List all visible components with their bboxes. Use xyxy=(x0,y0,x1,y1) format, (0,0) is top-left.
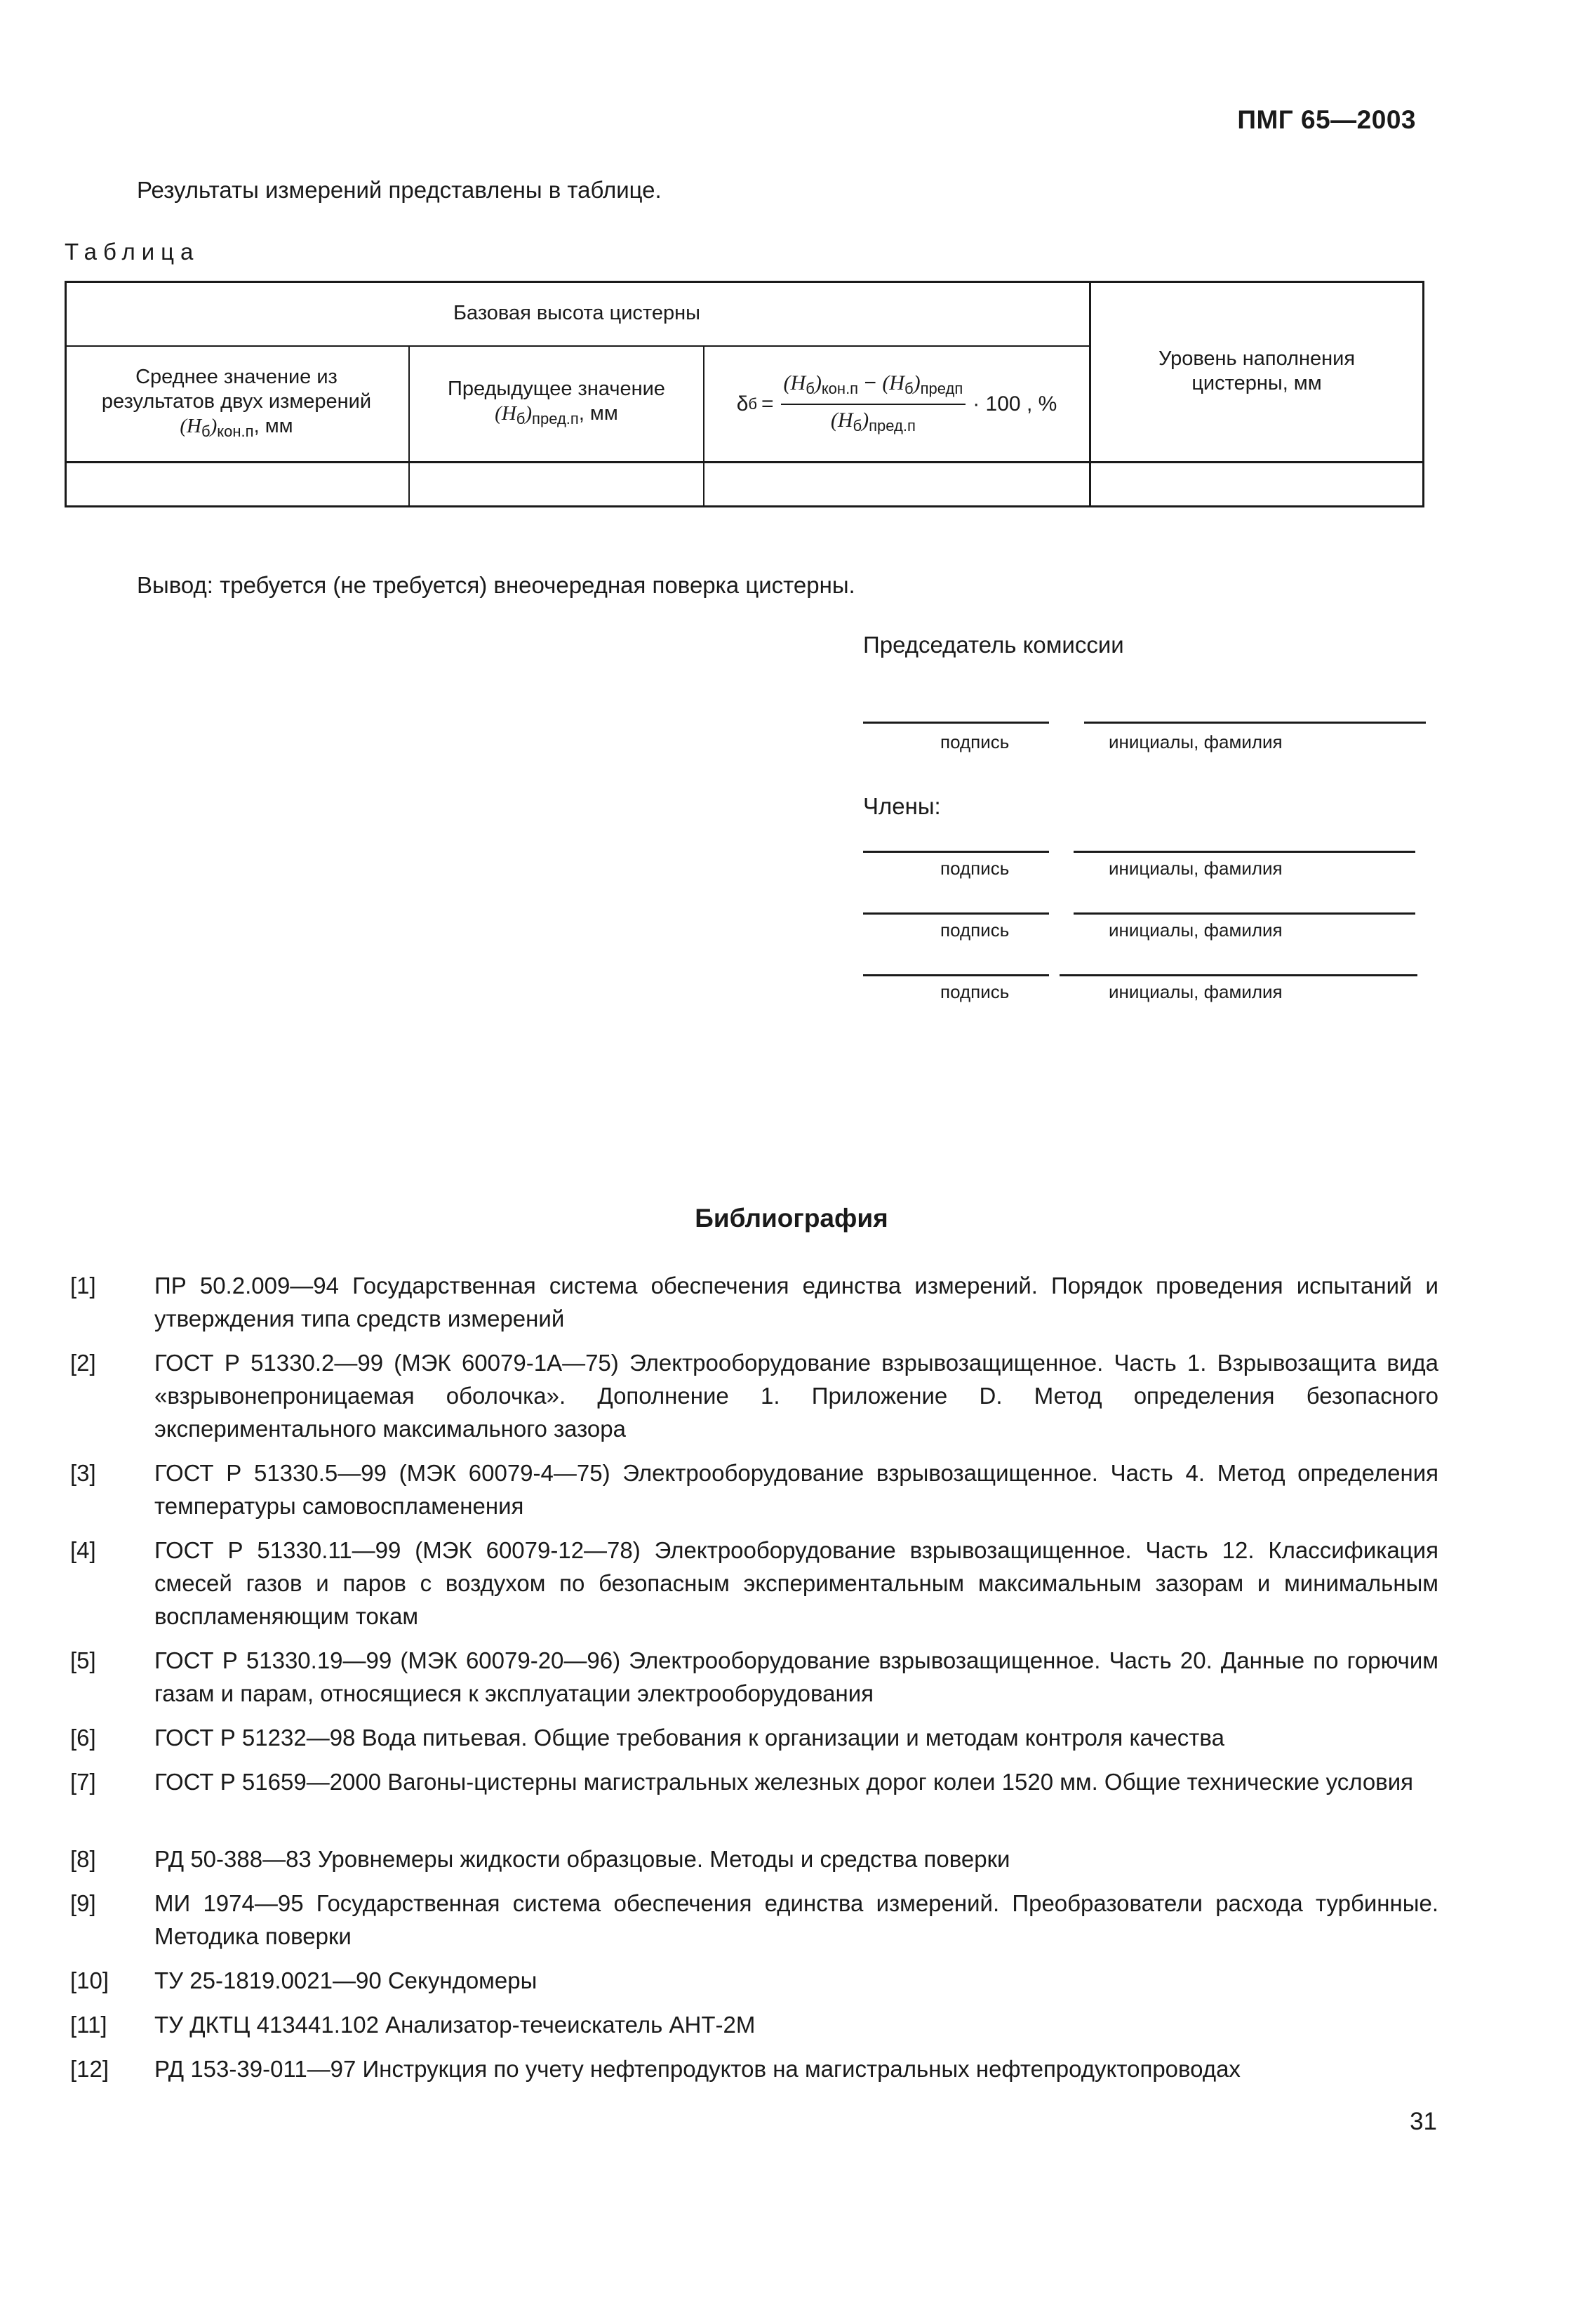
bibliography-text: ГОСТ Р 51330.5—99 (МЭК 60079-4—75) Электрооборудование взрывозащищенное. Часть 4. Метод определения температуры самовоспламенения xyxy=(154,1460,1438,1519)
bibliography-number: [4] xyxy=(70,1537,96,1563)
chairman-signature-caption: подпись xyxy=(940,731,1010,752)
bibliography-number: [9] xyxy=(70,1890,96,1916)
header-average-line2: результатов двух измерений xyxy=(101,390,372,413)
bibliography-text: ПР 50.2.009—94 Государственная система обеспечения единства измерений. Порядок проведения испытаний и утверждения типа средств измерений xyxy=(154,1273,1438,1332)
bibliography-number: [1] xyxy=(70,1273,96,1299)
bibliography-text: ТУ ДКТЦ 413441.102 Анализатор-течеискатель АНТ-2М xyxy=(154,2012,756,2038)
header-previous-symbol: $(H_б)_{пред.п}$, мм xyxy=(495,402,618,427)
member3-name-line xyxy=(1060,974,1417,976)
measurement-table xyxy=(65,281,1424,507)
bibliography-number: [8] xyxy=(70,1846,96,1872)
chairman-initials-caption: инициалы, фамилия xyxy=(1109,731,1283,752)
header-previous-line1: Предыдущее значение xyxy=(448,378,665,400)
page-number: 31 xyxy=(1410,2108,1437,2135)
member2-initials-caption: инициалы, фамилия xyxy=(1109,919,1283,941)
document-code: ПМГ 65—2003 xyxy=(1237,105,1416,134)
bibliography-text: РД 153-39-011—97 Инструкция по учету нефтепродуктов на магистральных нефтепродуктопроводах xyxy=(154,2056,1241,2082)
table-cell-fill-level-empty xyxy=(1091,463,1422,505)
member1-initials-caption: инициалы, фамилия xyxy=(1109,858,1283,879)
bibliography-title: Библиография xyxy=(695,1204,888,1233)
header-average-value xyxy=(65,347,408,461)
table-cell-average-empty xyxy=(67,463,408,505)
header-previous-value xyxy=(410,347,703,461)
conclusion-text: Вывод: требуется (не требуется) внеочередная поверка цистерны. xyxy=(137,572,855,598)
member3-signature-caption: подпись xyxy=(940,981,1010,1002)
table-cell-deviation-empty xyxy=(704,463,1089,505)
header-average-symbol: $(H_б)_{кон.п}$, мм xyxy=(180,414,293,440)
bibliography-text: ГОСТ Р 51232—98 Вода питьевая. Общие требования к организации и методам контроля качества xyxy=(154,1725,1224,1751)
members-label: Члены: xyxy=(863,793,941,819)
table-caption: Таблица xyxy=(65,239,200,265)
bibliography-text: ТУ 25-1819.0021—90 Секундомеры xyxy=(154,1967,537,1993)
chairman-label: Председатель комиссии xyxy=(863,632,1124,658)
header-average-line1: Среднее значение из xyxy=(135,365,338,388)
member3-initials-caption: инициалы, фамилия xyxy=(1109,981,1283,1002)
bibliography-number: [5] xyxy=(70,1647,96,1673)
deviation-formula: δ б = $\frac{(H_б)_{кон.п} - (H_б)_{предп}}{(H_б)_{пред.п}}$ · 100 , % xyxy=(737,371,1057,438)
table-border-right xyxy=(1422,281,1424,507)
bibliography-text: ГОСТ Р 51330.2—99 (МЭК 60079-1А—75) Электрооборудование взрывозащищенное. Часть 1. Взрывозащита вида «взрывонепроницаемая оболочка». Дополнение 1. Приложение D. Метод определения безопасного экспериментального максимального зазора xyxy=(154,1350,1438,1442)
bibliography-number: [6] xyxy=(70,1725,96,1751)
header-fill-level xyxy=(1091,281,1422,461)
bibliography-text: ГОСТ Р 51330.19—99 (МЭК 60079-20—96) Электрооборудование взрывозащищенное. Часть 20. Данные по горючим газам и парам, относящиеся к эксплуатации электрооборудования xyxy=(154,1647,1438,1706)
table-cell-previous-empty xyxy=(410,463,703,505)
member3-signature-line xyxy=(863,974,1049,976)
bibliography-text: РД 50-388—83 Уровнемеры жидкости образцовые. Методы и средства поверки xyxy=(154,1846,1010,1872)
table-border-bottom xyxy=(65,505,1424,507)
chairman-name-line xyxy=(1084,722,1426,724)
bibliography-number: [7] xyxy=(70,1769,96,1795)
header-fill-level-line2: цистерны, мм xyxy=(1191,371,1322,394)
bibliography-number: [2] xyxy=(70,1350,96,1376)
member1-name-line xyxy=(1074,851,1415,853)
bibliography-number: [3] xyxy=(70,1460,96,1486)
chairman-signature-line xyxy=(863,722,1049,724)
formula-fraction xyxy=(781,371,966,438)
header-fill-level-line1: Уровень наполнения xyxy=(1158,347,1356,370)
header-deviation-formula xyxy=(704,347,1089,461)
bibliography-text: ГОСТ Р 51659—2000 Вагоны-цистерны магистральных железных дорог колеи 1520 мм. Общие технические условия xyxy=(154,1769,1414,1795)
bibliography-number: [12] xyxy=(70,2056,109,2082)
header-base-height: Базовая высота цистерны xyxy=(453,301,700,324)
member1-signature-line xyxy=(863,851,1049,853)
bibliography-number: [10] xyxy=(70,1967,109,1993)
formula-denominator: $(H_б)_{пред.п}$ xyxy=(830,408,916,434)
member2-name-line xyxy=(1074,912,1415,915)
formula-numerator: $(H_б)_{кон.п} - (H_б)_{предп}$ xyxy=(781,371,966,405)
bibliography-text: ГОСТ Р 51330.11—99 (МЭК 60079-12—78) Электрооборудование взрывозащищенное. Часть 12. Классификация смесей газов и паров с воздухом по безопасным экспериментальным максимальным зазорам и минимальным воспламеняющим токам xyxy=(154,1537,1438,1629)
bibliography-text: МИ 1974—95 Государственная система обеспечения единства измерений. Преобразователи расхода турбинные. Методика поверки xyxy=(154,1890,1438,1949)
bibliography-number: [11] xyxy=(70,2012,107,2038)
intro-text: Результаты измерений представлены в таблице. xyxy=(137,177,662,203)
member2-signature-caption: подпись xyxy=(940,919,1010,941)
member2-signature-line xyxy=(863,912,1049,915)
member1-signature-caption: подпись xyxy=(940,858,1010,879)
